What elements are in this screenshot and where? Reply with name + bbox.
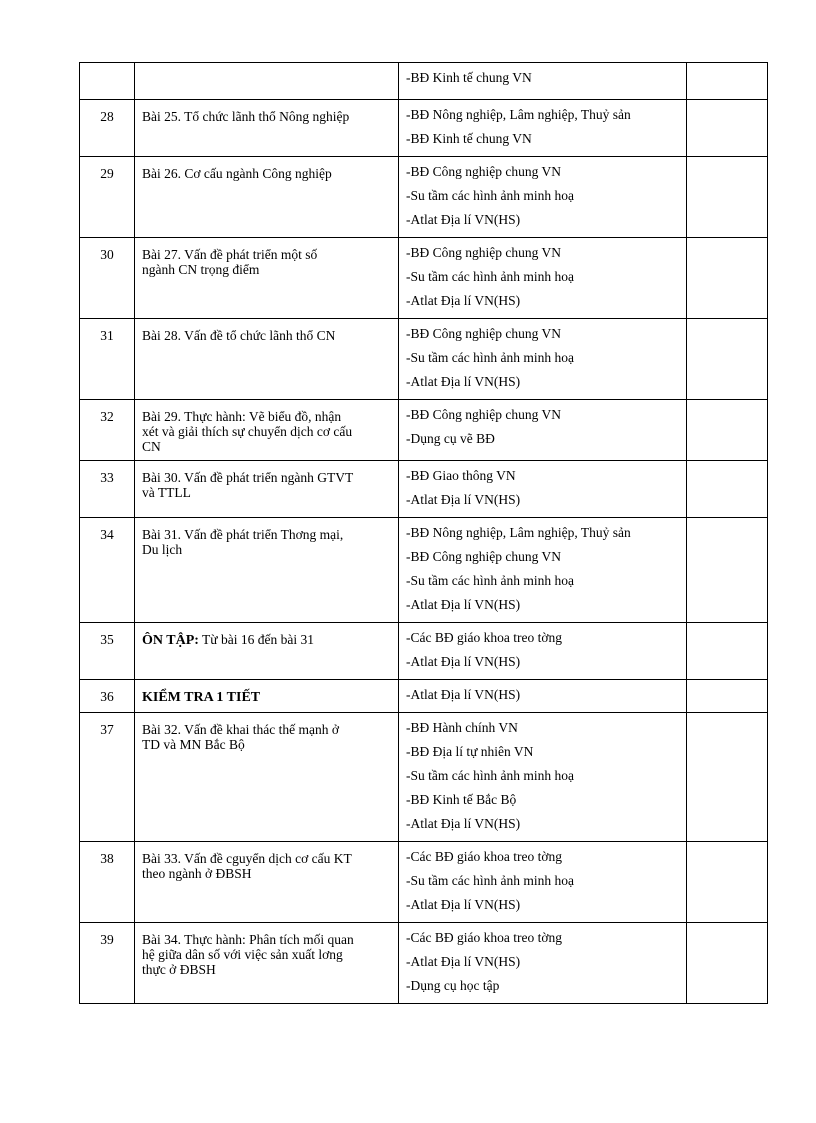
- material-item: -Dụng cụ vẽ BĐ: [406, 431, 495, 446]
- lesson-materials: [399, 400, 687, 461]
- lesson-title: [135, 461, 399, 518]
- notes-cell: [687, 461, 768, 518]
- material-item: -Atlat Địa lí VN(HS): [406, 954, 521, 969]
- lesson-number: 32: [80, 400, 135, 461]
- lesson-title: [135, 238, 399, 319]
- lesson-materials: [399, 157, 687, 238]
- table-body: [80, 63, 768, 1004]
- table-row: [80, 63, 768, 100]
- lesson-title-line: thực ở ĐBSH: [142, 962, 216, 977]
- lesson-title-line: Bài 31. Vấn đề phát triển Thơng mại,: [142, 527, 344, 542]
- material-item: -Atlat Địa lí VN(HS): [406, 897, 521, 912]
- lesson-number: 35: [80, 623, 135, 680]
- lesson-number: 38: [80, 842, 135, 923]
- lesson-title-line: Bài 28. Vấn đề tổ chức lãnh thổ CN: [142, 328, 336, 343]
- lesson-title: [135, 157, 399, 238]
- notes-cell: [687, 518, 768, 623]
- material-item: -BĐ Nông nghiệp, Lâm nghiệp, Thuỷ sản: [406, 107, 631, 122]
- lesson-title: [135, 518, 399, 623]
- lesson-title: [135, 400, 399, 461]
- notes-cell: [687, 319, 768, 400]
- lesson-title: [135, 680, 399, 713]
- lesson-number: 30: [80, 238, 135, 319]
- table-row: [80, 238, 768, 319]
- material-item: -Atlat Địa lí VN(HS): [406, 687, 521, 702]
- material-item: -Su tầm các hình ảnh minh hoạ: [406, 873, 574, 888]
- lesson-number: 39: [80, 923, 135, 1004]
- lesson-title-line: Bài 27. Vấn đề phát triển một số: [142, 247, 318, 262]
- table-row: [80, 842, 768, 923]
- lesson-number: 31: [80, 319, 135, 400]
- material-item: -Atlat Địa lí VN(HS): [406, 597, 521, 612]
- lesson-number: 33: [80, 461, 135, 518]
- material-item: -BĐ Hành chính VN: [406, 720, 518, 735]
- notes-cell: [687, 713, 768, 842]
- material-item: -BĐ Công nghiệp chung VN: [406, 164, 561, 179]
- lesson-title: [135, 842, 399, 923]
- table-row: [80, 623, 768, 680]
- lesson-title-line: theo ngành ở ĐBSH: [142, 866, 252, 881]
- lesson-title: [135, 100, 399, 157]
- lesson-plan-table: [79, 62, 768, 1004]
- notes-cell: [687, 923, 768, 1004]
- material-item: -Atlat Địa lí VN(HS): [406, 374, 521, 389]
- lesson-materials: [399, 923, 687, 1004]
- table-row: [80, 518, 768, 623]
- lesson-title: [135, 63, 399, 100]
- lesson-title-line: Bài 30. Vấn đề phát triển ngành GTVT: [142, 470, 354, 485]
- table-row: [80, 100, 768, 157]
- material-item: -BĐ Địa lí tự nhiên VN: [406, 744, 534, 759]
- notes-cell: [687, 623, 768, 680]
- lesson-materials: [399, 680, 687, 713]
- notes-cell: [687, 100, 768, 157]
- lesson-title: [135, 713, 399, 842]
- material-item: -Atlat Địa lí VN(HS): [406, 654, 521, 669]
- lesson-title-line: TD và MN Bắc Bộ: [142, 737, 245, 752]
- material-item: -BĐ Nông nghiệp, Lâm nghiệp, Thuỷ sản: [406, 525, 631, 540]
- material-item: -BĐ Công nghiệp chung VN: [406, 549, 561, 564]
- material-item: -BĐ Giao thông VN: [406, 468, 516, 483]
- notes-cell: [687, 680, 768, 713]
- lesson-materials: [399, 713, 687, 842]
- lesson-materials: [399, 518, 687, 623]
- notes-cell: [687, 157, 768, 238]
- lesson-title-line: Bài 34. Thực hành: Phân tích mối quan: [142, 932, 354, 947]
- lesson-materials: [399, 461, 687, 518]
- lesson-title-line: và TTLL: [142, 485, 191, 500]
- material-item: -Atlat Địa lí VN(HS): [406, 492, 521, 507]
- lesson-materials: [399, 100, 687, 157]
- lesson-materials: [399, 319, 687, 400]
- lesson-title-line: ngành CN trọng điểm: [142, 262, 260, 277]
- notes-cell: [687, 238, 768, 319]
- material-item: -Các BĐ giáo khoa treo tờng: [406, 630, 562, 645]
- material-item: -Các BĐ giáo khoa treo tờng: [406, 930, 562, 945]
- material-item: -Su tầm các hình ảnh minh hoạ: [406, 269, 574, 284]
- lesson-materials: [399, 63, 687, 100]
- material-item: -BĐ Kinh tế Bắc Bộ: [406, 792, 517, 807]
- material-item: -BĐ Công nghiệp chung VN: [406, 245, 561, 260]
- lesson-title-line: hệ giữa dân số với việc sản xuất lơng: [142, 947, 343, 962]
- lesson-title-suffix: Từ bài 16 đến bài 31: [198, 632, 314, 647]
- lesson-number: 29: [80, 157, 135, 238]
- lesson-materials: [399, 623, 687, 680]
- table-row: [80, 461, 768, 518]
- lesson-title-line: Bài 29. Thực hành: Vẽ biểu đồ, nhận: [142, 409, 342, 424]
- material-item: -BĐ Công nghiệp chung VN: [406, 326, 561, 341]
- lesson-materials: [399, 842, 687, 923]
- lesson-title-line: Bài 26. Cơ cấu ngành Công nghiệp: [142, 166, 332, 181]
- lesson-title-line: xét và giải thích sự chuyển dịch cơ cấu: [142, 424, 353, 439]
- lesson-title: [135, 319, 399, 400]
- material-item: -Atlat Địa lí VN(HS): [406, 293, 521, 308]
- lesson-title: [135, 623, 399, 680]
- lesson-title-line: Du lịch: [142, 542, 183, 557]
- table-row: [80, 157, 768, 238]
- lesson-number: [80, 63, 135, 100]
- material-item: -Su tầm các hình ảnh minh hoạ: [406, 188, 574, 203]
- lesson-title-heading: ÔN TẬP:: [142, 633, 199, 648]
- material-item: -Su tầm các hình ảnh minh hoạ: [406, 768, 574, 783]
- material-item: -Các BĐ giáo khoa treo tờng: [406, 849, 562, 864]
- table-row: [80, 319, 768, 400]
- lesson-title-line: Bài 25. Tổ chức lãnh thổ Nông nghiệp: [142, 109, 350, 124]
- lesson-title-line: Bài 32. Vấn đề khai thác thế mạnh ở: [142, 722, 339, 737]
- material-item: -BĐ Kinh tế chung VN: [406, 70, 532, 85]
- lesson-title-heading: KIỂM TRA 1 TIẾT: [142, 690, 261, 705]
- lesson-title-line: Bài 33. Vấn đề cguyển dịch cơ cấu KT: [142, 851, 352, 866]
- table-row: [80, 400, 768, 461]
- table-row: [80, 923, 768, 1004]
- notes-cell: [687, 63, 768, 100]
- material-item: -Atlat Địa lí VN(HS): [406, 816, 521, 831]
- material-item: -Atlat Địa lí VN(HS): [406, 212, 521, 227]
- material-item: -Dụng cụ học tập: [406, 978, 500, 993]
- material-item: -BĐ Kinh tế chung VN: [406, 131, 532, 146]
- lesson-number: 28: [80, 100, 135, 157]
- table-row: [80, 713, 768, 842]
- notes-cell: [687, 400, 768, 461]
- lesson-title: [135, 923, 399, 1004]
- lesson-title-line: CN: [142, 439, 161, 454]
- lesson-number: 36: [80, 680, 135, 713]
- lesson-number: 34: [80, 518, 135, 623]
- material-item: -BĐ Công nghiệp chung VN: [406, 407, 561, 422]
- lesson-materials: [399, 238, 687, 319]
- lesson-number: 37: [80, 713, 135, 842]
- material-item: -Su tầm các hình ảnh minh hoạ: [406, 573, 574, 588]
- table-row: [80, 680, 768, 713]
- material-item: -Su tầm các hình ảnh minh hoạ: [406, 350, 574, 365]
- notes-cell: [687, 842, 768, 923]
